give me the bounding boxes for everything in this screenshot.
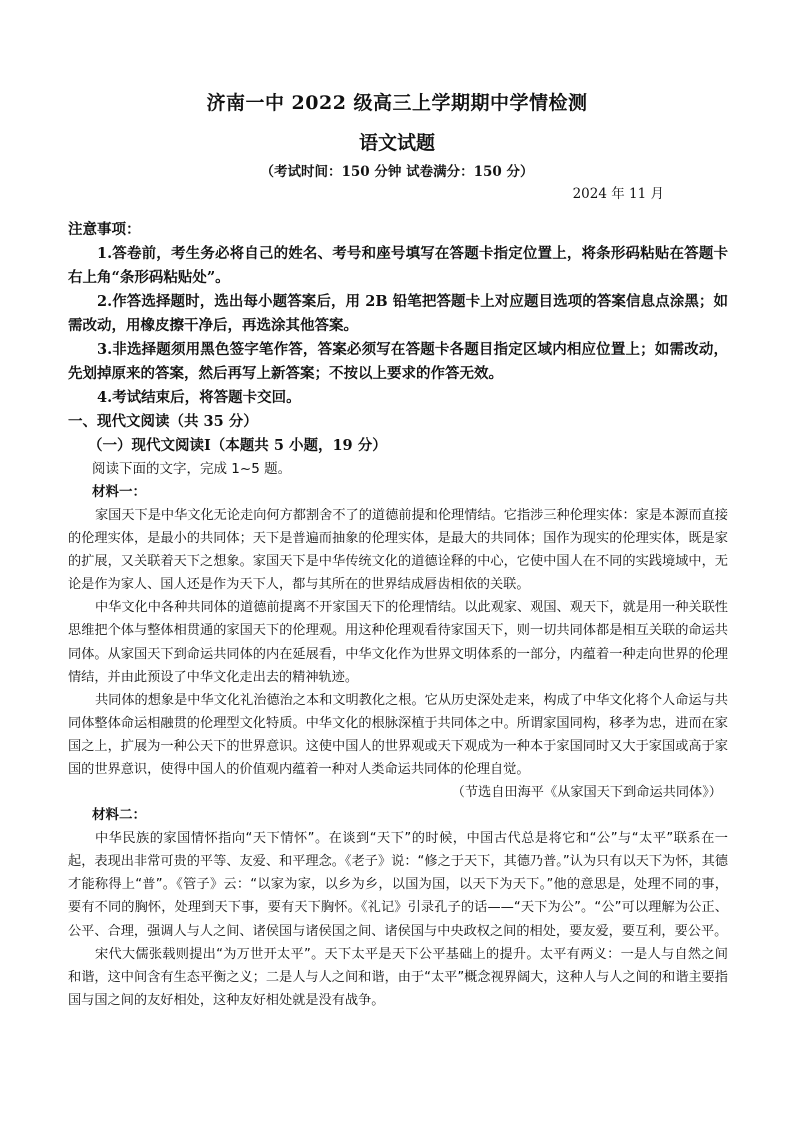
document-body [68, 218, 728, 1012]
exam-title: 济南一中 2022 级高三上学期期中学情检测 [206, 92, 588, 114]
exam-info: （考试时间：150 分钟 试卷满分：150 分） [260, 164, 534, 180]
subsection-heading: （一）现代文阅读Ⅰ（本题共 5 小题，19 分） [88, 437, 387, 454]
section-heading: 一、现代文阅读（共 35 分） [68, 413, 258, 430]
material-1-source: （节选自田海平《从家国天下到命运共同体》） [451, 785, 722, 801]
notice-item-2: 2.作答选择题时，选出每小题答案后，用 2B 铅笔把答题卡上对应题目选项的答案信息点涂黑；如需改动，用橡皮擦干净后，再选涂其他答案。 [68, 293, 728, 334]
notice-item-4: 4.考试结束后，将答题卡交回。 [97, 389, 301, 406]
material-1-label: 材料一： [92, 484, 146, 500]
material-2-paragraph: 宋代大儒张载则提出“为万世开太平”。天下太平是天下公平基础上的提升。太平有两义：一是人与自然之间和谐，这中间含有生态平衡之义；二是人与人之间和谐，由于“太平”概念视界阔大，这种人与人之间的和谐主要指国与国之间的友好相处，这种友好相处就是没有战争。 [68, 946, 728, 1008]
reading-instruction: 阅读下面的文字，完成 1~5 题。 [92, 461, 292, 477]
notice-item-1: 1.答卷前，考生务必将自己的姓名、考号和座号填写在答题卡指定位置上，将条形码粘贴在答题卡右上角“条形码粘贴处”。 [68, 245, 728, 286]
exam-date: 2024 年 11 月 [572, 186, 664, 202]
material-2-label: 材料二： [92, 807, 146, 824]
material-2-paragraph: 中华民族的家国情怀指向“天下情怀”。在谈到“天下”的时候，中国古代总是将它和“公”与“太平”联系在一起，表现出非常可贵的平等、友爱、和平理念。《老子》说：“修之于天下，其德乃普。”认为只有以天下为怀，其德才能称得上“普”。《管子》云：“以家为家，以乡为乡，以国为国，以天下为天下。”他的意思是，处理不同的事，要有不同的胸怀，处理到天下事，要有天下胸怀。《礼记》引录孔子的话——“天下为公”。“公”可以理解为公正、公平、合理，强调人与人之间、诸侯国与诸侯国之间、诸侯国与中央政权之间的相处，要友爱，要互利，要公平。 [68, 831, 728, 939]
material-1-paragraph: 中华文化中各种共同体的道德前提离不开家国天下的伦理情结。以此观家、观国、观天下，就是用一种关联性思维把个体与整体相贯通的家国天下的伦理观。用这种伦理观看待家国天下，则一切共同体都是相互关联的命运共同体。从家国天下到命运共同体的内在延展看，中华文化作为世界文明体系的一部分，内蕴着一种走向世界的伦理情结，并由此预设了中华文化走出去的精神轨迹。 [68, 600, 728, 685]
material-1-paragraph: 家国天下是中华文化无论走向何方都割舍不了的道德前提和伦理情结。它指涉三种伦理实体：家是本源而直接的伦理实体，是最小的共同体；天下是普遍而抽象的伦理实体，是最大的共同体；国作为现实的伦理实体，既是家的扩展，又关联着天下之想象。家国天下是中华传统文化的道德诠释的中心，它使中国人在不同的实践境域中，无论是作为家人、国人还是作为天下人，都与其所在的世界结成唇齿相依的关联。 [68, 508, 728, 593]
notice-heading: 注意事项： [68, 221, 141, 238]
exam-subtitle: 语文试题 [358, 132, 435, 154]
material-1-paragraph: 共同体的想象是中华文化礼治德治之本和文明教化之根。它从历史深处走来，构成了中华文化将个人命运与共同体整体命运相融贯的伦理型文化特质。中华文化的根脉深植于共同体之中。所谓家国同构，移孝为忠，进而在家国之上，扩展为一种公天下的世界意识。这使中国人的世界观或天下观成为一种本于家国同时又大于家国或高于家国的世界意识，使得中国人的价值观内蕴着一种对人类命运共同体的伦理自觉。 [68, 692, 728, 778]
notice-item-3: 3.非选择题须用黑色签字笔作答，答案必须写在答题卡各题目指定区域内相应位置上；如需改动，先划掉原来的答案，然后再写上新答案；不按以上要求的作答无效。 [68, 341, 728, 382]
